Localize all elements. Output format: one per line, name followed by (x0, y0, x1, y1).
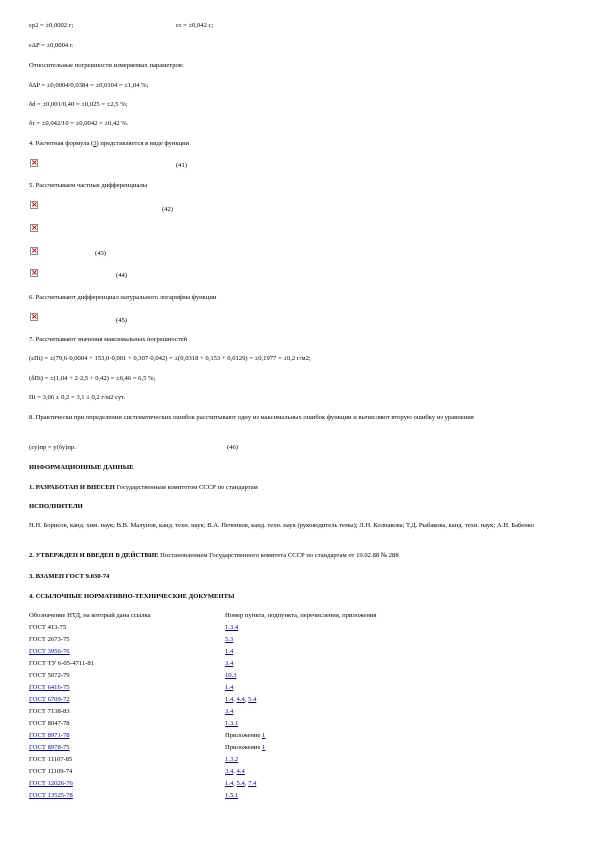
table-row (29, 648, 376, 660)
clause-link[interactable]: 1 (262, 732, 266, 739)
equation-number-42: (42) (162, 206, 173, 213)
clause-cell (225, 636, 376, 648)
clause-prefix: Приложение (225, 744, 263, 751)
clause-link[interactable]: 1.3.2 (225, 756, 239, 763)
document-name: ГОСТ 2673-75 (29, 636, 70, 643)
document-name: ГОСТ ТУ 6-05-4711-81 (29, 660, 94, 667)
clause-link[interactable]: 1.4 (225, 780, 234, 787)
error-equation: (εy)пр = y(δy)пр. (29, 444, 76, 451)
table-row (29, 768, 376, 780)
document-name: ГОСТ 5072-79 (29, 672, 70, 679)
table-row (29, 624, 376, 636)
clause-link[interactable]: 3.4 (225, 768, 234, 775)
table-row (29, 720, 376, 732)
document-link[interactable]: ГОСТ 8978-75 (29, 744, 70, 751)
equation-number-43: (43) (95, 250, 106, 257)
clause-link[interactable]: 1.5.1 (225, 792, 239, 799)
clause-link[interactable]: 1 (262, 744, 266, 751)
clause-cell (225, 684, 376, 696)
table-header-row (29, 612, 376, 624)
broken-image-icon (30, 224, 38, 232)
clause-link[interactable]: 4.4 (236, 696, 245, 703)
section-4-references-heading: 4. ССЫЛОЧНЫЕ НОРМАТИВНО-ТЕХНИЧЕСКИЕ ДОКУМЕНТЫ (29, 593, 235, 600)
step-8-text: 8. Практически при определении систематических ошибок рассчитывают одну из максимальных ошибок функции и вычисляют вторую ошибку из уравнения (29, 414, 474, 421)
document-cell (29, 708, 225, 720)
document-link[interactable]: ГОСТ 6416-75 (29, 684, 70, 691)
clause-link[interactable]: 7.4 (248, 780, 257, 787)
document-link[interactable]: ГОСТ 12026-76 (29, 780, 73, 787)
document-cell (29, 624, 225, 636)
broken-image-icon (30, 269, 38, 277)
section-3-replaces: 3. ВЗАМЕН ГОСТ 9.030-74 (29, 573, 110, 580)
clause-cell (225, 648, 376, 660)
clause-cell: 1.4, 4.4, 5.4 (225, 696, 257, 703)
document-cell (29, 720, 225, 732)
relative-error-delta-p: δΔP = ±0,0004/0,0384 = ±0,0104 = ±1,04 %; (29, 82, 149, 89)
relative-error-tau: δτ = ±0,042/10 = ±0,0042 = ±0,42 %. (29, 120, 129, 127)
step-5-text: 5. Рассчитываем частные дифференциалы (29, 182, 148, 189)
document-cell (29, 648, 225, 660)
clause-link[interactable]: 1.4 (225, 648, 234, 655)
table-row (29, 696, 376, 708)
section-2-approved: 2. УТВЕРЖДЕН И ВВЕДЕН В ДЕЙСТВИЕ Постановлением Государственного комитета СССР по стандартам от 19.02.88 № 288 (29, 552, 399, 559)
document-cell (29, 744, 225, 756)
table-row (29, 732, 376, 744)
document-name: ГОСТ 7138-83 (29, 708, 70, 715)
table-row (29, 660, 376, 672)
document-link[interactable]: ГОСТ 3956-76 (29, 648, 70, 655)
relative-errors-heading: Относительные погрешности измеряемых параметров: (29, 62, 184, 69)
document-link[interactable]: ГОСТ 6709-72 (29, 696, 70, 703)
max-error-absolute: (εПt) = ±(79,6·0,0004 + 153,0·0,001 + 0,307·0,042) = ±(0,0318 + 0,153 + 0,0129) = ±0,1977 = ±0,2 г/м2; (29, 355, 311, 362)
document-cell (29, 792, 225, 804)
clause-cell (225, 744, 376, 756)
equation-number-44: (44) (116, 272, 127, 279)
document-cell (29, 756, 225, 768)
document-cell (29, 768, 225, 780)
document-name: ГОСТ 11107-85 (29, 756, 73, 763)
equation-number-41: (41) (176, 162, 187, 169)
column-header-document: Обозначение НТД, на который дана ссылка (29, 612, 151, 619)
clause-link[interactable]: 5.4 (236, 780, 245, 787)
document-cell (29, 732, 225, 744)
document-cell (29, 684, 225, 696)
clause-link[interactable]: 1.4 (225, 684, 234, 691)
formula-3-link[interactable]: 3 (93, 140, 97, 147)
table-row (29, 792, 376, 804)
references-table (29, 612, 376, 804)
broken-image-icon (30, 159, 38, 167)
max-error-relative: (δПt) = ±(1,04 + 2·2,5 + 0,42) = ±6,46 = 6,5 %; (29, 375, 156, 382)
step-6-text: 6. Рассчитывают дифференциал натурального логарифма функции (29, 294, 217, 301)
table-row (29, 708, 376, 720)
error-tau: ετ = ±0,042 с; (176, 22, 214, 29)
clause-cell (225, 720, 376, 732)
broken-image-icon (30, 201, 38, 209)
clause-cell (225, 792, 376, 804)
clause-prefix: Приложение (225, 732, 263, 739)
clause-cell (225, 672, 376, 684)
broken-image-icon (30, 247, 38, 255)
document-cell (29, 780, 225, 792)
clause-cell: 1.4, 5.4, 7.4 (225, 780, 257, 787)
table-row (29, 684, 376, 696)
clause-cell (225, 624, 376, 636)
clause-link[interactable]: 10.3 (225, 672, 237, 679)
clause-link[interactable]: 5.4 (248, 696, 257, 703)
broken-image-icon (30, 313, 38, 321)
document-cell (29, 636, 225, 648)
relative-error-d: δd = ±0,001/0,40 = ±0,025 = ±2,5 %; (29, 101, 128, 108)
clause-link[interactable]: 3.4 (225, 708, 234, 715)
document-link[interactable]: ГОСТ 8971-78 (29, 732, 70, 739)
info-data-heading: ИНФОРМАЦИОННЫЕ ДАННЫЕ (29, 464, 134, 471)
clause-link[interactable]: 3.4 (225, 660, 234, 667)
step-7-text: 7. Рассчитывают значения максимальных погрешностей (29, 336, 188, 343)
document-name: ГОСТ 413-75 (29, 624, 67, 631)
clause-link[interactable]: 4.4 (236, 768, 245, 775)
table-row (29, 756, 376, 768)
section-1-developed: 1. РАЗРАБОТАН И ВНЕСЕН Государственным комитетом СССР по стандартам (29, 484, 258, 491)
executors-list: Н.Н. Борисов, канд. хим. наук; В.В. Малунов, канд. техн. наук; В.А. Печенков, канд. техн. наук (руководитель темы); Л.Н. Колпакова; Т.Д. Рыбакова, канд. техн. наук; А.Н. Бабенко (29, 522, 534, 529)
equation-number-45: (45) (116, 317, 127, 324)
result-value: Пt = 3,06 ± 0,2 = 3,1 ± 0,2 г/м2 сут. (29, 394, 126, 401)
table-row (29, 744, 376, 756)
clause-link[interactable]: 5.3 (225, 636, 234, 643)
document-link[interactable]: ГОСТ 13525-78 (29, 792, 73, 799)
document-name: ГОСТ 8047-78 (29, 720, 70, 727)
error-p2: εp2 = ±0,0002 г; (29, 22, 74, 29)
table-row (29, 780, 376, 792)
clause-cell (225, 732, 376, 744)
executors-heading: ИСПОЛНИТЕЛИ (29, 503, 83, 510)
clause-link[interactable]: 1.3.4 (225, 624, 239, 631)
equation-number-46: (46) (227, 444, 238, 451)
clause-cell (225, 660, 376, 672)
clause-cell (225, 708, 376, 720)
document-cell (29, 696, 225, 708)
clause-link[interactable]: 1.3.1 (225, 720, 239, 727)
clause-cell (225, 756, 376, 768)
document-name: ГОСТ 11109-74 (29, 768, 73, 775)
column-header-clause: Номер пункта, подпункта, перечисления, приложения (225, 612, 377, 619)
table-row (29, 636, 376, 648)
table-row (29, 672, 376, 684)
document-cell (29, 672, 225, 684)
step-4-text: 4. Расчетная формула (3) представляется в виде функции (29, 140, 190, 147)
error-delta-p: εΔP = ±0,0004 г. (29, 42, 74, 49)
document-cell (29, 660, 225, 672)
clause-link[interactable]: 1.4 (225, 696, 234, 703)
clause-cell: 3.4, 4.4 (225, 768, 245, 775)
